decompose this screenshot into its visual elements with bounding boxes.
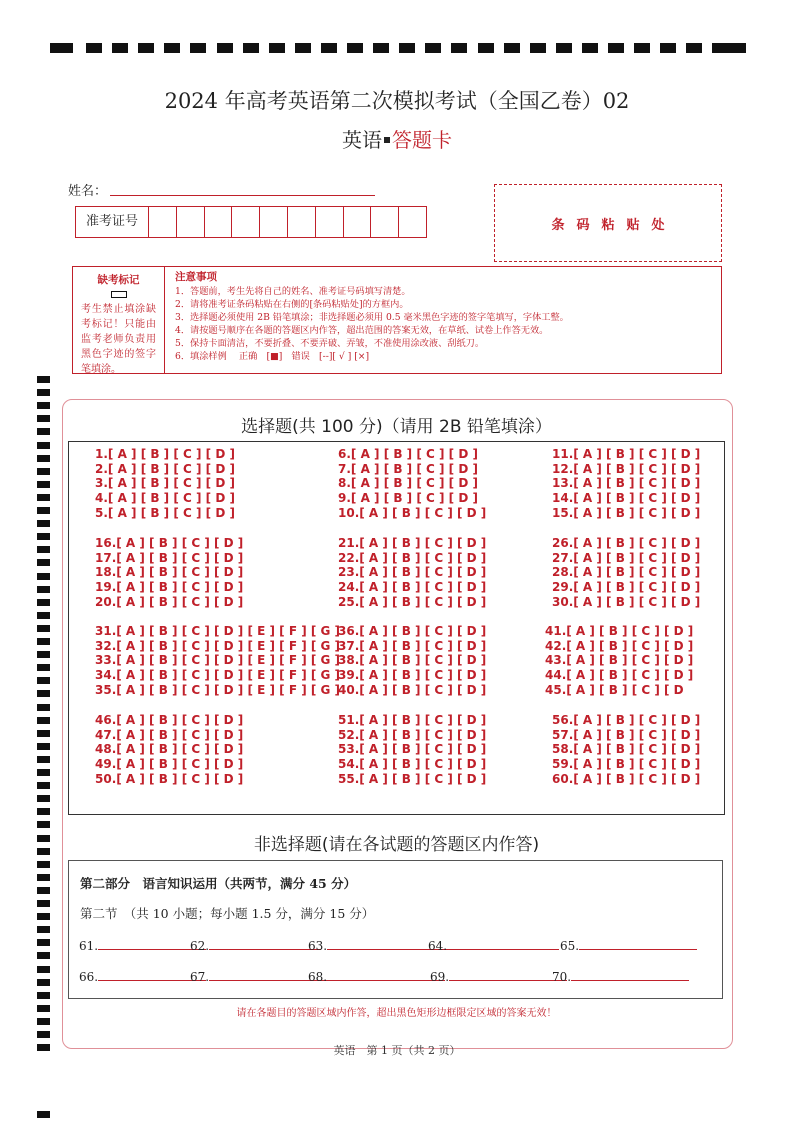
registration-mark — [37, 442, 50, 449]
registration-mark — [37, 599, 50, 606]
blank-line[interactable] — [571, 968, 689, 981]
registration-mark — [347, 43, 363, 53]
registration-mark — [37, 874, 50, 881]
top-registration-marks — [50, 43, 746, 55]
registration-mark — [37, 1005, 50, 1012]
notice-item: 3．选择题必须使用 2B 铅笔填涂；非选择题必须用 0.5 毫米黑色字迹的签字笔填写，字体工整。 — [175, 312, 569, 323]
mc-question[interactable]: 6.[ A ] [ B ] [ C ] [ D ] — [338, 447, 478, 461]
registration-mark — [37, 402, 50, 409]
notice-item: 6．填涂样例 正确 [■] 错误 [--][ √ ] [×] — [175, 351, 370, 362]
registration-mark — [37, 612, 50, 619]
registration-mark — [686, 43, 702, 53]
mc-question[interactable]: 42.[ A ] [ B ] [ C ] [ D ] — [545, 638, 694, 653]
non-choice-section-title: 非选择题(请在各试题的答题区内作答) — [253, 835, 540, 855]
mc-question[interactable]: 31.[ A ] [ B ] [ C ] [ D ] [ E ] [ F ] [ G ] — [95, 624, 341, 638]
blank-item — [79, 937, 206, 953]
mc-question[interactable]: 18.[ A ] [ B ] [ C ] [ D ] — [95, 565, 244, 580]
registration-mark — [37, 704, 50, 711]
mc-question[interactable]: 3.[ A ] [ B ] [ C ] [ D ] — [95, 476, 235, 491]
mc-question[interactable]: 25.[ A ] [ B ] [ C ] [ D ] — [338, 594, 487, 609]
blank-item — [560, 937, 697, 953]
mc-question[interactable]: 4.[ A ] [ B ] [ C ] [ D ] — [95, 491, 235, 506]
mc-question[interactable]: 58.[ A ] [ B ] [ C ] [ D ] — [552, 742, 701, 757]
registration-mark — [37, 481, 50, 488]
mc-question[interactable]: 1.[ A ] [ B ] [ C ] [ D ] — [95, 447, 235, 461]
mc-question[interactable]: 9.[ A ] [ B ] [ C ] [ D ] — [338, 491, 478, 506]
registration-mark — [37, 468, 50, 475]
blank-item — [552, 968, 689, 984]
registration-mark — [37, 887, 50, 894]
registration-mark — [37, 651, 50, 658]
mc-question[interactable]: 49.[ A ] [ B ] [ C ] [ D ] — [95, 757, 244, 772]
page-subtitle — [0, 124, 794, 153]
notice-panel — [72, 266, 722, 374]
registration-mark — [37, 939, 50, 946]
mc-question[interactable]: 20.[ A ] [ B ] [ C ] [ D ] — [95, 594, 244, 609]
registration-mark — [50, 43, 73, 53]
registration-mark — [37, 926, 50, 933]
registration-mark — [37, 1018, 50, 1025]
mc-section-title: 选择题(共 100 分)（请用 2B 铅笔填涂） — [241, 417, 552, 437]
mc-question[interactable]: 22.[ A ] [ B ] [ C ] [ D ] — [338, 550, 487, 565]
registration-mark — [37, 992, 50, 999]
mc-question[interactable]: 17.[ A ] [ B ] [ C ] [ D ] — [95, 550, 244, 565]
mc-question[interactable]: 57.[ A ] [ B ] [ C ] [ D ] — [552, 727, 701, 742]
exam-id-cell[interactable] — [399, 207, 426, 237]
registration-mark — [37, 821, 50, 828]
exam-id-cell[interactable] — [316, 207, 344, 237]
section-heading: 第二节 （共 10 小题；每小题 1.5 分，满分 15 分） — [80, 906, 375, 921]
exam-id-cell[interactable] — [177, 207, 205, 237]
registration-mark — [723, 43, 746, 53]
mc-question[interactable]: 44.[ A ] [ B ] [ C ] [ D ] — [545, 668, 694, 683]
mc-question[interactable]: 29.[ A ] [ B ] [ C ] [ D ] — [552, 580, 701, 595]
mc-question[interactable]: 41.[ A ] [ B ] [ C ] [ D ] — [545, 624, 694, 638]
blank-number: 68. — [308, 970, 328, 984]
mc-question[interactable]: 14.[ A ] [ B ] [ C ] [ D ] — [552, 491, 701, 506]
registration-mark — [112, 43, 128, 53]
card-label: 答题卡 — [392, 128, 452, 152]
registration-mark — [37, 952, 50, 959]
mc-question[interactable]: 8.[ A ] [ B ] [ C ] [ D ] — [338, 476, 478, 491]
page-title: 2024 年高考英语第二次模拟考试（全国乙卷）02 — [164, 89, 630, 113]
warning-text: 请在各题目的答题区域内作答，超出黑色矩形边框限定区域的答案无效！ — [236, 1008, 557, 1019]
registration-mark — [478, 43, 494, 53]
mc-question[interactable]: 54.[ A ] [ B ] [ C ] [ D ] — [338, 757, 487, 772]
registration-mark — [295, 43, 311, 53]
registration-mark — [217, 43, 233, 53]
registration-mark — [37, 520, 50, 527]
mc-question[interactable]: 40.[ A ] [ B ] [ C ] [ D ] — [338, 682, 487, 697]
registration-mark — [190, 43, 206, 53]
notice-heading: 注意事项 — [175, 271, 217, 283]
mc-question[interactable]: 46.[ A ] [ B ] [ C ] [ D ] — [95, 713, 244, 727]
absent-heading: 缺考标记 — [97, 274, 140, 286]
registration-mark — [37, 861, 50, 868]
mc-question[interactable]: 56.[ A ] [ B ] [ C ] [ D ] — [552, 713, 701, 727]
mc-question[interactable]: 35.[ A ] [ B ] [ C ] [ D ] [ E ] [ F ] [ G ] — [95, 682, 341, 697]
registration-mark — [37, 546, 50, 553]
mc-question[interactable]: 60.[ A ] [ B ] [ C ] [ D ] — [552, 771, 701, 786]
mc-question[interactable]: 12.[ A ] [ B ] [ C ] [ D ] — [552, 461, 701, 476]
absent-mark-box[interactable] — [111, 291, 127, 298]
mc-question[interactable]: 39.[ A ] [ B ] [ C ] [ D ] — [338, 668, 487, 683]
mc-question[interactable]: 37.[ A ] [ B ] [ C ] [ D ] — [338, 638, 487, 653]
blank-item — [308, 937, 447, 953]
name-label: 姓名： — [68, 184, 108, 199]
blank-item — [190, 968, 327, 984]
registration-mark — [269, 43, 285, 53]
blank-number: 63. — [308, 939, 328, 953]
blank-line[interactable] — [447, 937, 559, 950]
blank-item — [190, 937, 321, 953]
registration-mark — [399, 43, 415, 53]
mc-question[interactable]: 16.[ A ] [ B ] [ C ] [ D ] — [95, 536, 244, 550]
blank-item — [79, 968, 206, 984]
mc-question[interactable]: 52.[ A ] [ B ] [ C ] [ D ] — [338, 727, 487, 742]
registration-mark — [37, 795, 50, 802]
part-heading: 第二部分 语言知识运用（共两节，满分 45 分） — [80, 876, 357, 891]
registration-mark — [37, 677, 50, 684]
blank-line[interactable] — [327, 968, 445, 981]
mc-question[interactable]: 21.[ A ] [ B ] [ C ] [ D ] — [338, 536, 487, 550]
mc-question[interactable]: 50.[ A ] [ B ] [ C ] [ D ] — [95, 771, 244, 786]
registration-mark — [86, 43, 102, 53]
blank-line[interactable] — [449, 968, 567, 981]
registration-mark — [608, 43, 624, 53]
mc-question[interactable]: 59.[ A ] [ B ] [ C ] [ D ] — [552, 757, 701, 772]
registration-mark — [37, 730, 50, 737]
registration-mark — [37, 389, 50, 396]
blank-item — [430, 968, 567, 984]
registration-mark — [556, 43, 572, 53]
blank-item — [428, 937, 559, 953]
notice-item: 5．保持卡面清洁，不要折叠、不要弄破、弄皱，不准使用涂改液、刮纸刀。 — [175, 338, 485, 349]
registration-mark — [37, 1031, 50, 1038]
absent-text: 考生禁止填涂缺考标记！只能由监考老师负责用黑色字迹的签字笔填涂。 — [81, 304, 156, 375]
registration-mark — [660, 43, 676, 53]
mc-question[interactable]: 23.[ A ] [ B ] [ C ] [ D ] — [338, 565, 487, 580]
exam-id-cell[interactable] — [371, 207, 399, 237]
mc-question[interactable]: 11.[ A ] [ B ] [ C ] [ D ] — [552, 447, 701, 461]
mc-question[interactable]: 36.[ A ] [ B ] [ C ] [ D ] — [338, 624, 487, 638]
mc-question[interactable]: 38.[ A ] [ B ] [ C ] [ D ] — [338, 653, 487, 668]
registration-mark — [37, 782, 50, 789]
registration-mark — [37, 533, 50, 540]
registration-mark — [530, 43, 546, 53]
exam-id-cell[interactable] — [288, 207, 316, 237]
registration-mark — [582, 43, 598, 53]
registration-mark — [37, 979, 50, 986]
registration-mark — [37, 966, 50, 973]
mc-question[interactable]: 27.[ A ] [ B ] [ C ] [ D ] — [552, 550, 701, 565]
mc-question[interactable]: 45.[ A ] [ B ] [ C ] [ D — [545, 682, 684, 697]
mc-question[interactable]: 26.[ A ] [ B ] [ C ] [ D ] — [552, 536, 701, 550]
blank-number: 70. — [552, 970, 572, 984]
registration-mark — [37, 848, 50, 855]
registration-mark — [37, 559, 50, 566]
registration-mark — [37, 625, 50, 632]
exam-id-cell[interactable] — [205, 207, 233, 237]
mc-question[interactable]: 34.[ A ] [ B ] [ C ] [ D ] [ E ] [ F ] [ G ] — [95, 668, 341, 683]
notice-item: 1．答题前，考生先将自己的姓名、准考证号码填写清楚。 — [175, 286, 411, 297]
mc-question[interactable]: 33.[ A ] [ B ] [ C ] [ D ] [ E ] [ F ] [ G ] — [95, 653, 341, 668]
mc-question[interactable]: 48.[ A ] [ B ] [ C ] [ D ] — [95, 742, 244, 757]
separator-dot-icon — [384, 137, 390, 143]
exam-id-cell[interactable] — [260, 207, 288, 237]
name-input-line[interactable] — [110, 195, 375, 196]
exam-id-cell[interactable] — [149, 207, 177, 237]
registration-mark — [634, 43, 650, 53]
registration-mark — [37, 507, 50, 514]
notice-item: 2．请将准考证条码粘贴在右侧的[条码粘贴处]的方框内。 — [175, 299, 409, 310]
blank-item — [308, 968, 445, 984]
absent-mark-panel — [73, 267, 165, 373]
exam-id-grid — [75, 206, 427, 238]
mc-question[interactable]: 32.[ A ] [ B ] [ C ] [ D ] [ E ] [ F ] [ G ] — [95, 638, 341, 653]
registration-mark — [321, 43, 337, 53]
mc-question[interactable]: 5.[ A ] [ B ] [ C ] [ D ] — [95, 505, 235, 520]
mc-question[interactable]: 30.[ A ] [ B ] [ C ] [ D ] — [552, 594, 701, 609]
registration-mark — [37, 586, 50, 593]
registration-mark — [37, 664, 50, 671]
registration-mark — [37, 415, 50, 422]
registration-mark — [425, 43, 441, 53]
mc-question[interactable]: 7.[ A ] [ B ] [ C ] [ D ] — [338, 461, 478, 476]
notice-item: 4．请按题号顺序在各题的答题区内作答，超出范围的答案无效，在草纸、试卷上作答无效。 — [175, 325, 549, 336]
registration-mark — [37, 638, 50, 645]
mc-question[interactable]: 24.[ A ] [ B ] [ C ] [ D ] — [338, 580, 487, 595]
blank-line[interactable] — [579, 937, 697, 950]
registration-mark — [243, 43, 259, 53]
mc-question[interactable]: 13.[ A ] [ B ] [ C ] [ D ] — [552, 476, 701, 491]
blank-number: 64. — [428, 939, 448, 953]
registration-mark — [37, 808, 50, 815]
blank-number: 62. — [190, 939, 210, 953]
mc-question[interactable]: 2.[ A ] [ B ] [ C ] [ D ] — [95, 461, 235, 476]
mc-question[interactable]: 47.[ A ] [ B ] [ C ] [ D ] — [95, 727, 244, 742]
mc-question[interactable]: 51.[ A ] [ B ] [ C ] [ D ] — [338, 713, 487, 727]
registration-mark — [373, 43, 389, 53]
exam-id-cell[interactable] — [344, 207, 372, 237]
registration-mark — [37, 494, 50, 501]
mc-question[interactable]: 43.[ A ] [ B ] [ C ] [ D ] — [545, 653, 694, 668]
mc-question[interactable]: 53.[ A ] [ B ] [ C ] [ D ] — [338, 742, 487, 757]
mc-question[interactable]: 15.[ A ] [ B ] [ C ] [ D ] — [552, 505, 701, 520]
registration-mark — [37, 756, 50, 763]
registration-mark — [164, 43, 180, 53]
left-registration-marks — [37, 376, 51, 1121]
registration-mark — [37, 376, 50, 383]
registration-mark — [37, 743, 50, 750]
registration-mark — [37, 690, 50, 697]
barcode-area[interactable] — [494, 184, 722, 262]
mc-question[interactable]: 55.[ A ] [ B ] [ C ] [ D ] — [338, 771, 487, 786]
exam-id-cell[interactable] — [232, 207, 260, 237]
blank-line[interactable] — [209, 937, 321, 950]
registration-mark — [138, 43, 154, 53]
registration-mark — [37, 900, 50, 907]
registration-mark — [37, 573, 50, 580]
registration-mark — [37, 913, 50, 920]
blank-number: 65. — [560, 939, 580, 953]
exam-id-label: 准考证号 — [76, 207, 149, 237]
blank-number: 61. — [79, 939, 99, 953]
registration-mark — [37, 428, 50, 435]
mc-question[interactable]: 10.[ A ] [ B ] [ C ] [ D ] — [338, 505, 487, 520]
registration-mark — [37, 717, 50, 724]
notice-rules — [165, 267, 721, 373]
registration-mark — [504, 43, 520, 53]
blank-number: 67. — [190, 970, 210, 984]
registration-mark — [37, 1111, 50, 1118]
blank-number: 69. — [430, 970, 450, 984]
registration-mark — [37, 835, 50, 842]
registration-mark — [37, 455, 50, 462]
barcode-label: 条码粘贴处 — [551, 217, 677, 233]
mc-question[interactable]: 28.[ A ] [ B ] [ C ] [ D ] — [552, 565, 701, 580]
mc-question[interactable]: 19.[ A ] [ B ] [ C ] [ D ] — [95, 580, 244, 595]
registration-mark — [37, 769, 50, 776]
registration-mark — [451, 43, 467, 53]
page-footer: 英语 第 1 页（共 2 页） — [333, 1044, 461, 1057]
subject-label: 英语 — [342, 128, 382, 152]
blank-number: 66. — [79, 970, 99, 984]
